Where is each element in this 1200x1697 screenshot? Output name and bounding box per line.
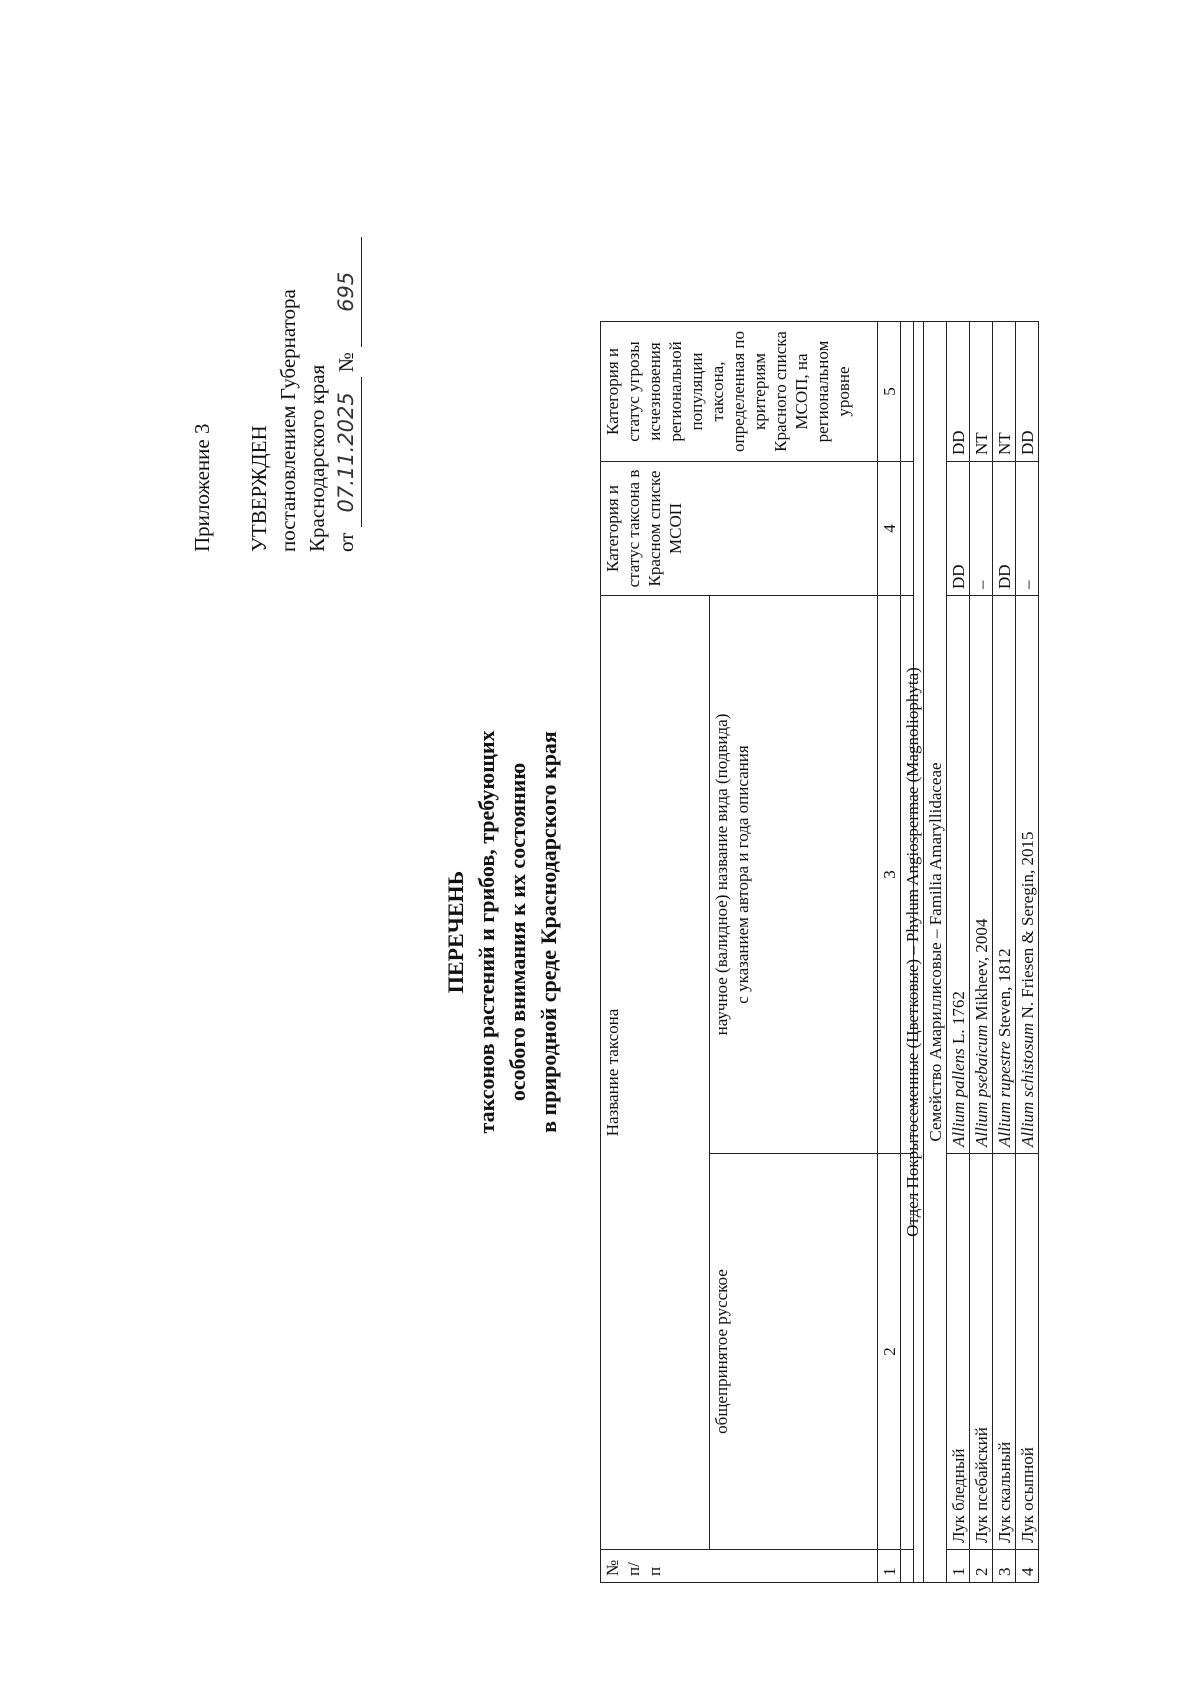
sci-genus: Allium [971,1101,991,1147]
table-body [877,321,1039,1583]
appendix-label: Приложение 3 [190,423,214,552]
header-scientific-line2: с указанием автора и года описания [732,745,752,1004]
document-title [440,332,564,1532]
header-col-regional: Категория и статус угрозы исчезновения региональной популяции таксона, определенная по критериям Красного списка МСОП, на региональном уровне [601,322,914,462]
sci-genus: Allium [1017,1101,1037,1147]
table-row [993,322,1016,1583]
approved-by-line1: постановлением Губернатора [276,289,300,552]
sci-genus: Allium [948,1101,968,1147]
title-line3: особого внимания к их состоянию [505,762,530,1102]
column-number-4: 4 [878,462,901,596]
column-number-5: 5 [878,322,901,462]
row-iucn: DD [993,462,1016,596]
number-sign: № [334,352,358,373]
handwritten-number: 695 [332,237,362,347]
column-number-1: 1 [878,1550,901,1583]
row-russian-name: Лук бледный [947,1154,970,1550]
row-russian-name: Лук псебайский [970,1154,993,1550]
column-number-3: 3 [878,596,901,1154]
date-prefix: от [334,532,358,552]
row-russian-name: Лук осыпной [1016,1154,1039,1550]
row-no: 3 [993,1550,1016,1583]
row-regional: DD [947,322,970,462]
phylum-row [901,322,924,1583]
header-scientific-line1: научное (валидное) название вида (подвида) [711,713,731,1036]
row-russian-name: Лук скальный [993,1154,1016,1550]
row-scientific-name [1016,596,1039,1154]
approved-by-line2: Краснодарского края [305,364,329,552]
approved-label: УТВЕРЖДЕН [247,425,271,552]
table-row [947,322,970,1583]
family-label: Семейство Амариллисовые – Familia Amaryllidaceae [924,322,947,1583]
sci-author: L. 1762 [948,991,968,1045]
approval-block [245,237,362,552]
handwritten-date: 07.11.2025 [332,377,362,527]
approval-date-line [332,237,362,552]
row-scientific-name [970,596,993,1154]
row-no: 4 [1016,1550,1039,1583]
column-number-2: 2 [878,1154,901,1550]
header-col-no: № п/п [601,1550,914,1583]
row-iucn: DD [947,462,970,596]
row-regional: DD [1016,322,1039,462]
row-iucn: – [1016,462,1039,596]
sci-author: Mikheev, 2004 [971,918,991,1021]
row-scientific-name [993,596,1016,1154]
sci-author: Steven, 1812 [994,948,1014,1038]
header-col-name-group: Название таксона [601,596,710,1550]
sci-genus: Allium [994,1101,1014,1147]
table-row [1016,322,1039,1583]
sci-epithet: psebaicum [971,1024,991,1098]
column-number-row [878,322,901,1583]
row-no: 1 [947,1550,970,1583]
row-scientific-name [947,596,970,1154]
table-row [970,322,993,1583]
sci-epithet: pallens [948,1048,968,1098]
phylum-label: Отдел Покрытосеменные (Цветковые) – Phylum Angiospermae (Magnoliophyta) [901,322,924,1583]
title-line4: в природной среде Краснодарского края [536,731,561,1133]
sci-author: N. Friesen & Seregin, 2015 [1017,831,1037,1019]
header-col-russian: общепринятое русское [709,1154,913,1550]
row-regional: NT [970,322,993,462]
row-iucn: – [970,462,993,596]
title-line2: таксонов растений и грибов, требующих [474,730,499,1134]
table-header [600,321,914,1583]
header-col-iucn: Категория и статус таксона в Красном списке МСОП [601,462,914,596]
row-regional: NT [993,322,1016,462]
sci-epithet: rupestre [994,1041,1014,1098]
row-no: 2 [970,1550,993,1583]
family-row [924,322,947,1583]
title-line1: ПЕРЕЧЕНЬ [443,870,468,994]
sci-epithet: schistosum [1017,1022,1037,1098]
